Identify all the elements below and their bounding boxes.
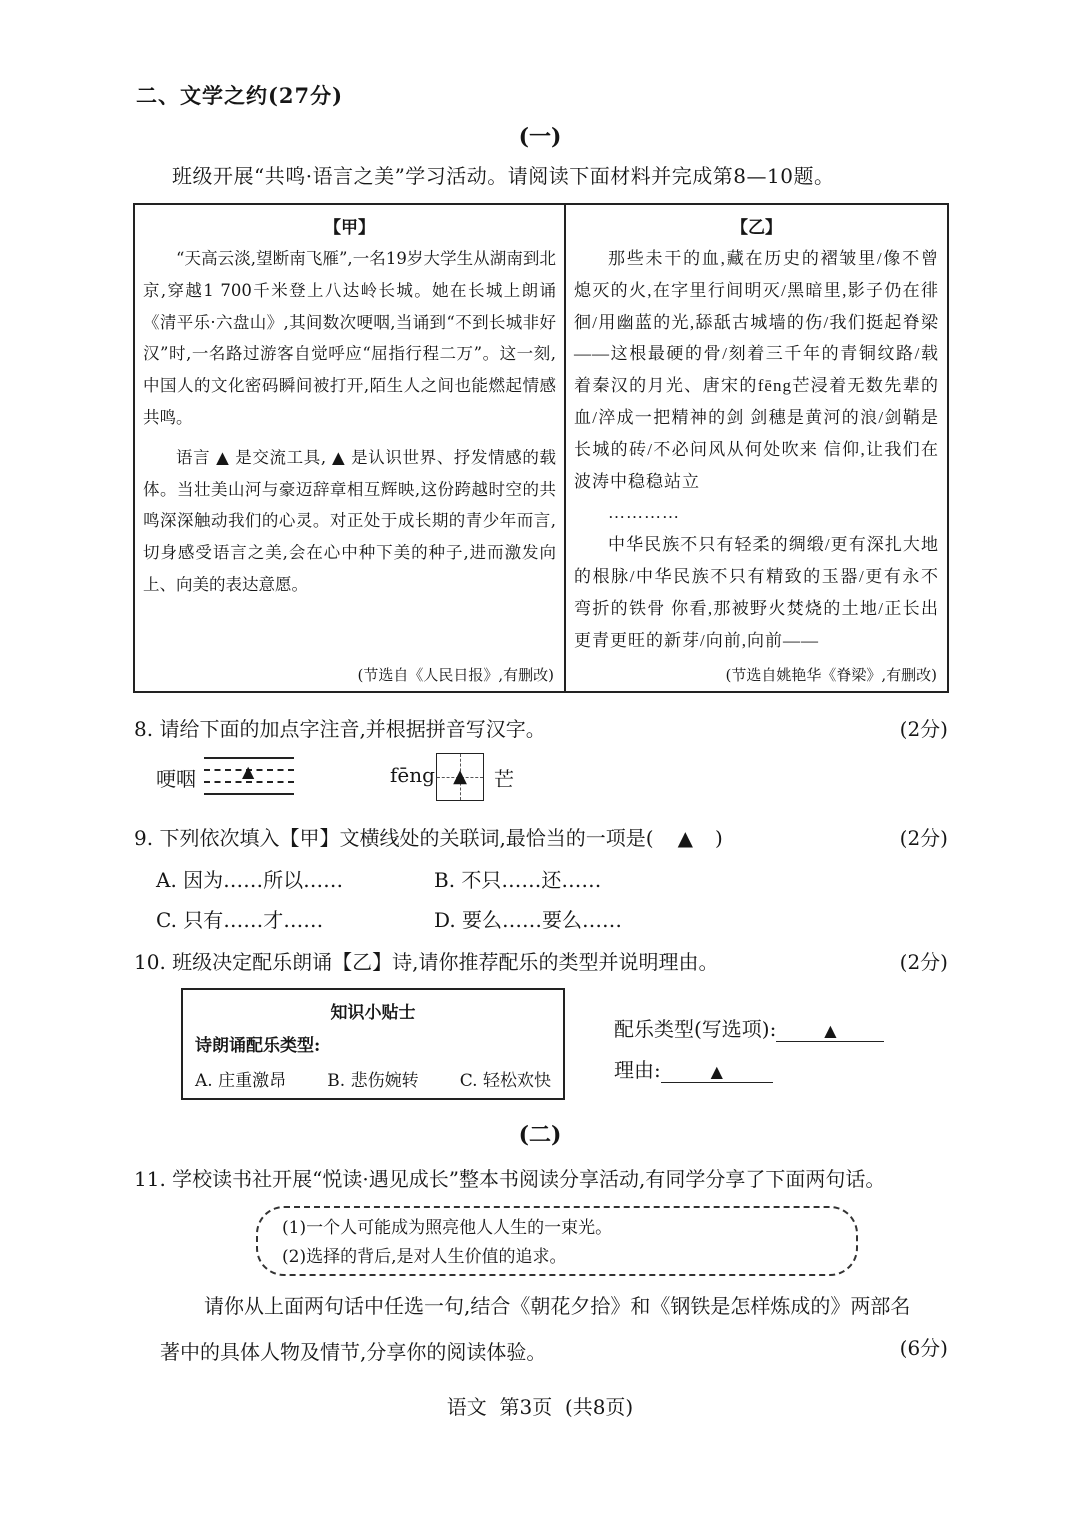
q8-pinyin: fēng (390, 763, 435, 787)
q9-score: (2分) (899, 826, 948, 850)
q8-char-after: 芒 (494, 767, 514, 791)
tips-option-c: C. 轻松欢快 (459, 1071, 551, 1091)
q10-type-blank[interactable] (776, 1017, 884, 1042)
q9-option-a[interactable]: A. 因为……所以…… (156, 868, 344, 892)
q11-quote-box (256, 1206, 858, 1276)
passage-jia-paragraph-1: “天高云淡,望断南飞雁”,一名19岁大学生从湖南到北京,穿越1 700千米登上八达岭长城。她在长城上朗诵《清平乐·六盘山》,其间数次哽咽,当诵到“不到长城非好汉”时,一名路过游客自觉呼应“屈指行程二万”。这一刻,中国人的文化密码瞬间被打开,陌生人之间也能燃起情感共鸣。 (143, 249, 556, 427)
intro-text: 班级开展“共鸣·语言之美”学习活动。请阅读下面材料并完成第8—10题。 (172, 164, 835, 188)
passage-yi-stanza-1: 那些未干的血,藏在历史的褶皱里/像不曾熄灭的火,在字里行间明灭/黑暗里,影子仍在徘徊/用幽蓝的光,舔舐古城墙的伤/我们挺起脊梁——这根最硬的骨/刻着三千年的青铜纹路/载着秦汉的月光、唐宋的fēng芒浸着无数先辈的血/淬成一把精神的剑 剑穗是黄河的浪/剑鞘是长城的砖/不必问风从何处吹来 信仰,让我们在波涛中稳稳站立 (574, 249, 939, 491)
reading-material-table (133, 203, 949, 693)
passage-yi-heading: 【乙】 (731, 218, 782, 238)
tips-label: 诗朗诵配乐类型: (195, 1036, 321, 1056)
q10-score: (2分) (899, 950, 948, 974)
passage-yi-source: (节选自姚艳华《脊梁》,有删改) (725, 666, 937, 684)
passage-jia-source: (节选自《人民日报》,有删改) (357, 666, 554, 684)
tips-option-b: B. 悲伤婉转 (327, 1071, 419, 1091)
answer-mark-icon: ▲ (824, 1021, 837, 1040)
q8-pinyin-blank[interactable] (204, 757, 294, 797)
page-footer: 语文 第3页 (共8页) (446, 1395, 634, 1419)
q9-option-b[interactable]: B. 不只……还…… (434, 868, 602, 892)
q11-prompt-line-1: 请你从上面两句话中任选一句,结合《朝花夕拾》和《钢铁是怎样炼成的》两部名 (204, 1294, 911, 1318)
answer-mark-icon: ▲ (453, 766, 467, 787)
q9-option-d[interactable]: D. 要么……要么…… (434, 908, 623, 932)
q9-option-c[interactable]: C. 只有……才…… (156, 908, 324, 932)
passage-jia-paragraph-2: 语言 ▲ 是交流工具, ▲ 是认识世界、抒发情感的载体。当壮美山河与豪迈辞章相互辉映,这份跨越时空的共鸣深深触动我们的心灵。对正处于成长期的青少年而言,切身感受语言之美,会在心中种下美的种子,进而激发向上、向美的表达意愿。 (143, 447, 556, 594)
q8-score: (2分) (899, 717, 948, 741)
passage-jia (135, 205, 566, 691)
passage-yi-stanza-2: 中华民族不只有轻柔的绸缎/更有深扎大地的根脉/中华民族不只有精致的玉器/更有永不弯折的铁骨 你看,那被野火焚烧的土地/正长出更青更旺的新芽/向前,向前—— (574, 535, 939, 650)
answer-mark-icon: ▲ (710, 1062, 723, 1081)
tips-title: 知识小贴士 (330, 1003, 416, 1023)
tips-option-a: A. 庄重激昂 (195, 1071, 287, 1091)
part1-heading: (一) (518, 124, 562, 150)
q10-text: 10. 班级决定配乐朗诵【乙】诗,请你推荐配乐的类型并说明理由。 (134, 950, 719, 974)
part2-heading: (二) (518, 1122, 562, 1148)
q11-quote-2: (2)选择的背后,是对人生价值的追求。 (282, 1247, 567, 1267)
knowledge-tips-box (181, 988, 565, 1100)
q9-text: 9. 下列依次填入【甲】文横线处的关联词,最恰当的一项是( (134, 826, 654, 850)
q11-quote-1: (1)一个人可能成为照亮他人人生的一束光。 (282, 1218, 613, 1238)
passage-yi-ellipsis: ………… (608, 503, 680, 523)
q9-question (134, 822, 723, 851)
q11-text: 11. 学校读书社开展“悦读·遇见成长”整本书阅读分享活动,有同学分享了下面两句话。 (134, 1167, 886, 1191)
q11-prompt-line-2: 著中的具体人物及情节,分享你的阅读体验。 (160, 1340, 547, 1364)
q8-char-box[interactable] (436, 753, 484, 801)
answer-mark-icon: ▲ (242, 762, 255, 781)
q10-type-row (614, 1013, 884, 1042)
q10-reason-label: 理由: (614, 1058, 661, 1082)
q9-close: ) (715, 826, 723, 850)
q10-reason-blank[interactable] (661, 1058, 773, 1083)
q8-answer-row (156, 763, 656, 803)
q11-score: (6分) (899, 1336, 948, 1360)
q10-reason-row (614, 1054, 773, 1083)
passage-jia-heading: 【甲】 (324, 218, 375, 238)
section-title: 二、文学之约(27分) (136, 83, 344, 108)
answer-mark-icon[interactable]: ▲ (677, 826, 693, 850)
q8-text: 8. 请给下面的加点字注音,并根据拼音写汉字。 (134, 717, 546, 741)
passage-yi (566, 205, 947, 691)
q10-type-label: 配乐类型(写选项): (614, 1017, 777, 1041)
q8-word: 哽咽 (156, 767, 196, 791)
